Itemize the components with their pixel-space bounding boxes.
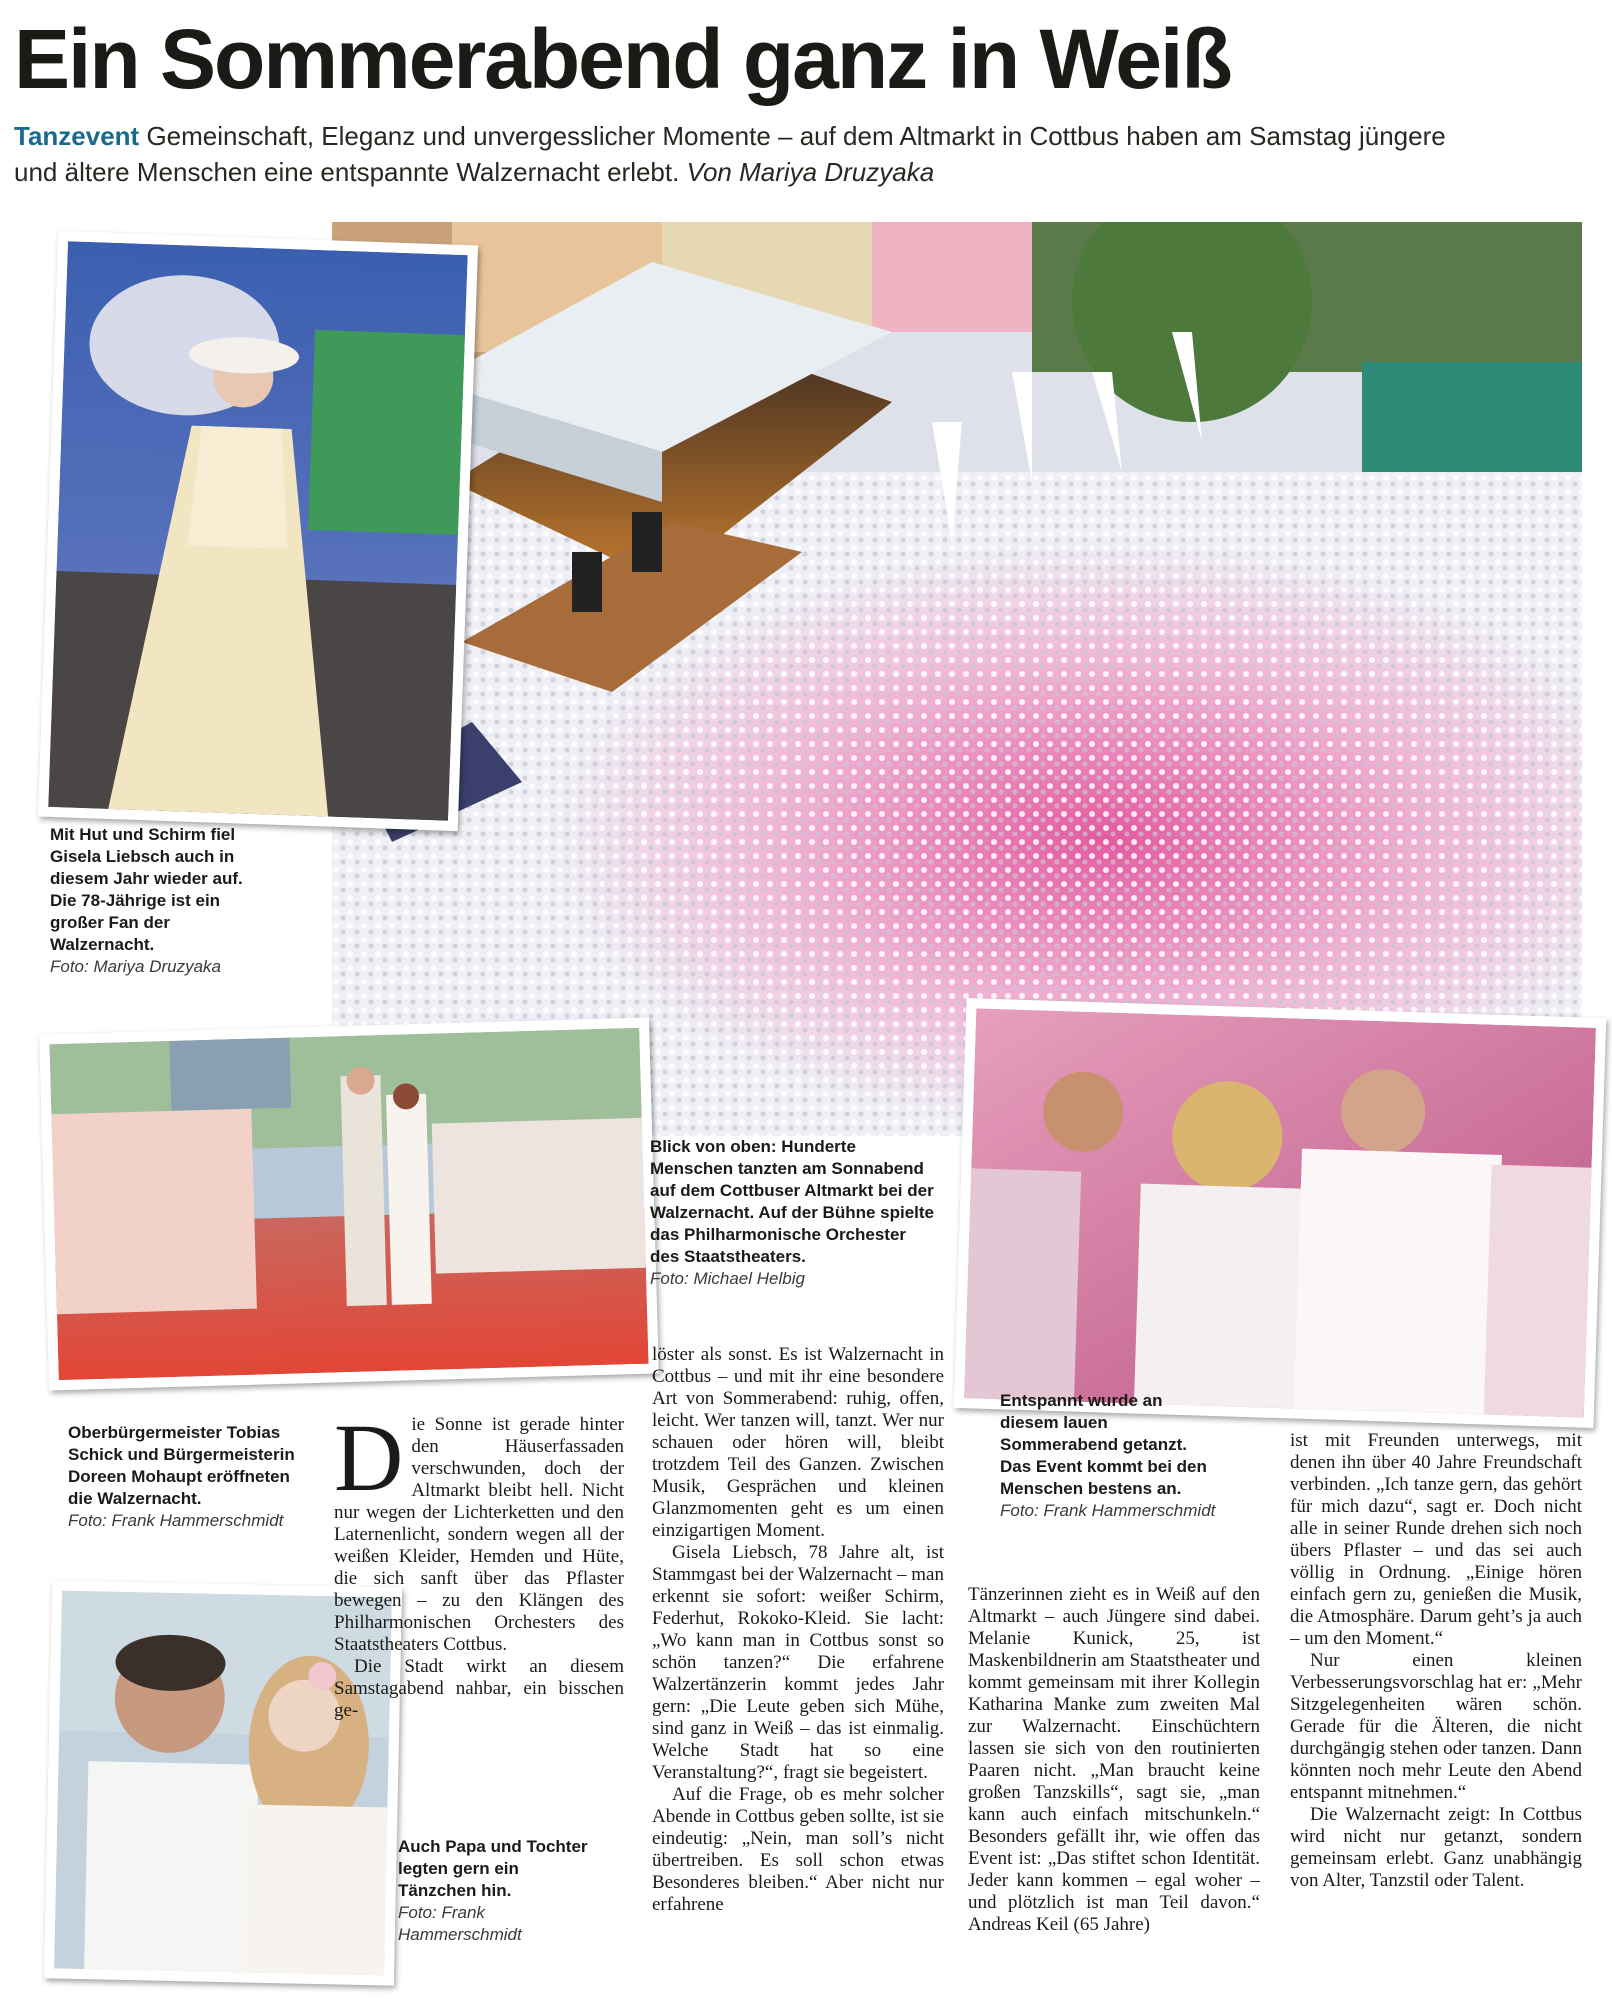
article-paragraph: löster als sonst. Es ist Walzernacht in Cottbus – und mit ihr eine besondere Art von Sommerabend: ruhig, offen, leicht. Wer tanzen will, tanzt. Wer nur schauen oder hören will, bleibt trotzdem Teil des Ganzen. Zwischen Musik, Gesprächen und kleinen Glanzmomenten geht es um einen einzigartigen Moment. [652,1344,944,1541]
deck-text: Gemeinschaft, Eleganz und unvergesslicher Momente – auf dem Altmarkt in Cottbus haben am Samstag jüngere und ältere Menschen eine entspannte Walzernacht erlebt. [14,121,1446,187]
article-text: ie Sonne ist gerade hinter den Häuserfassaden verschwunden, doch der Altmarkt bleibt hell. Nicht nur wegen der Lichterketten und den Laternenlicht, sondern wegen all der weißen Kleider, Hemden und Hüte, die sich sanft über das Pflaster bewegen – zu den Klängen des Philharmonischen Orchesters des Staatstheaters Cottbus. [334,1414,624,1655]
article-paragraph: Nur einen kleinen Verbesserungsvorschlag hat er: „Mehr Sitzgelegenheiten wären schön. Gerade für die Älteren, die nicht durchgängig stehen oder tanzen. Dann könnten noch mehr Leute den Abend entspannt mitnehmen.“ [1290,1650,1582,1803]
caption-mayor-credit: Foto: Frank Hammerschmidt [68,1511,284,1530]
caption-couple [1000,1390,1220,1522]
caption-papa [398,1836,588,1946]
caption-mayor [68,1422,308,1532]
caption-gisela-text: Mit Hut und Schirm fiel Gisela Liebsch auch in diesem Jahr wieder auf. Die 78-Jährige ist ein großer Fan der Walzernacht. [50,825,243,954]
gisela-photo [38,231,478,831]
article-column-3 [968,1584,1260,1936]
article-column-1 [334,1404,624,1722]
article-paragraph: Gisela Liebsch, 78 Jahre alt, ist Stammgast bei der Walzernacht – man erkennt sie sofort: weißer Schirm, Federhut, Rokoko-Kleid. Sie lacht: „Wo kann man in Cottbus sonst so schön tanzen?“ Die erfahrene Walzertänzerin kommt jedes Jahr gern: „Die Leute geben sich Mühe, sind ganz in Weiß – das ist einmalig. Welche Stadt hat so eine Veranstaltung?“, fragt sie begeistert. [652,1542,944,1783]
caption-aerial-text: Blick von oben: Hunderte Menschen tanzten am Sonnabend auf dem Cottbuser Altmarkt bei der Walzernacht. Auf der Bühne spielte das Philharmonische Orchester des Staatstheaters. [650,1137,935,1266]
caption-papa-text: Auch Papa und Tochter legten gern ein Tänzchen hin. [398,1837,588,1900]
caption-papa-credit: Foto: Frank Hammerschmidt [398,1903,522,1944]
article-column-4 [1290,1430,1582,1892]
article-paragraph: Die Stadt wirkt an diesem Samstagabend nahbar, ein bisschen ge- [334,1656,624,1721]
caption-aerial-credit: Foto: Michael Helbig [650,1269,805,1288]
dropcap: D [334,1404,404,1511]
caption-aerial [650,1136,940,1290]
article-paragraph [334,1404,624,1656]
article-paragraph: Auf die Frage, ob es mehr solcher Abende in Cottbus geben sollte, ist sie eindeutig: „Nein, man soll’s nicht übertreiben. Es soll schon etwas Besonderes bleiben.“ Aber nicht nur erfahrene [652,1784,944,1915]
deck-byline: Von Mariya Druzyaka [686,157,935,187]
deck [14,118,1494,190]
caption-gisela [50,824,260,978]
article-paragraph: ist mit Freunden unterwegs, mit denen ihn über 40 Jahre Freundschaft verbinden. „Ich tanze gern, das gehört für mich dazu“, sagt er. Doch nicht alle in seiner Runde drehen sich noch übers Pflaster – und das sei auch völlig in Ordnung. „Einige hören einfach gern zu, genießen die Musik, die Atmosphäre. Darum geht’s ja auch – um den Moment.“ [1290,1430,1582,1649]
article-column-2 [652,1344,944,1916]
deck-kicker: Tanzevent [14,121,140,151]
couple-photo [954,998,1607,1428]
article-paragraph: Die Walzernacht zeigt: In Cottbus wird nicht nur getanzt, sondern gemeinsam erlebt. Ganz unabhängig von Alter, Tanzstil oder Talent. [1290,1804,1582,1891]
aerial-photo [332,222,1582,1136]
headline: Ein Sommerabend ganz in Weiß [14,12,1231,106]
mayor-photo [39,1018,659,1391]
caption-couple-text: Entspannt wurde an diesem lauen Sommerabend getanzt. Das Event kommt bei den Menschen bestens an. [1000,1391,1207,1498]
article-paragraph: Tänzerinnen zieht es in Weiß auf den Altmarkt – auch Jüngere sind dabei. Melanie Kunick, 25, ist Maskenbildnerin am Staatstheater und kommt gemeinsam mit ihrer Kollegin Katharina Manke zum zweiten Mal zur Walzernacht. Einschüchtern lassen sie sich von den routinierten Paaren nicht. „Man braucht keine großen Tanzskills“, sagt sie, „man kann auch einfach mitschunkeln.“ Besonders gefällt ihr, wie offen das Event ist: „Das stiftet schon Identität. Jeder kann kommen – egal woher – und plötzlich ist man Teil davon.“ Andreas Keil (65 Jahre) [968,1584,1260,1935]
caption-couple-credit: Foto: Frank Hammerschmidt [1000,1501,1216,1520]
caption-gisela-credit: Foto: Mariya Druzyaka [50,957,221,976]
caption-mayor-text: Oberbürgermeister Tobias Schick und Bürgermeisterin Doreen Mohaupt eröffneten die Walzernacht. [68,1423,295,1508]
